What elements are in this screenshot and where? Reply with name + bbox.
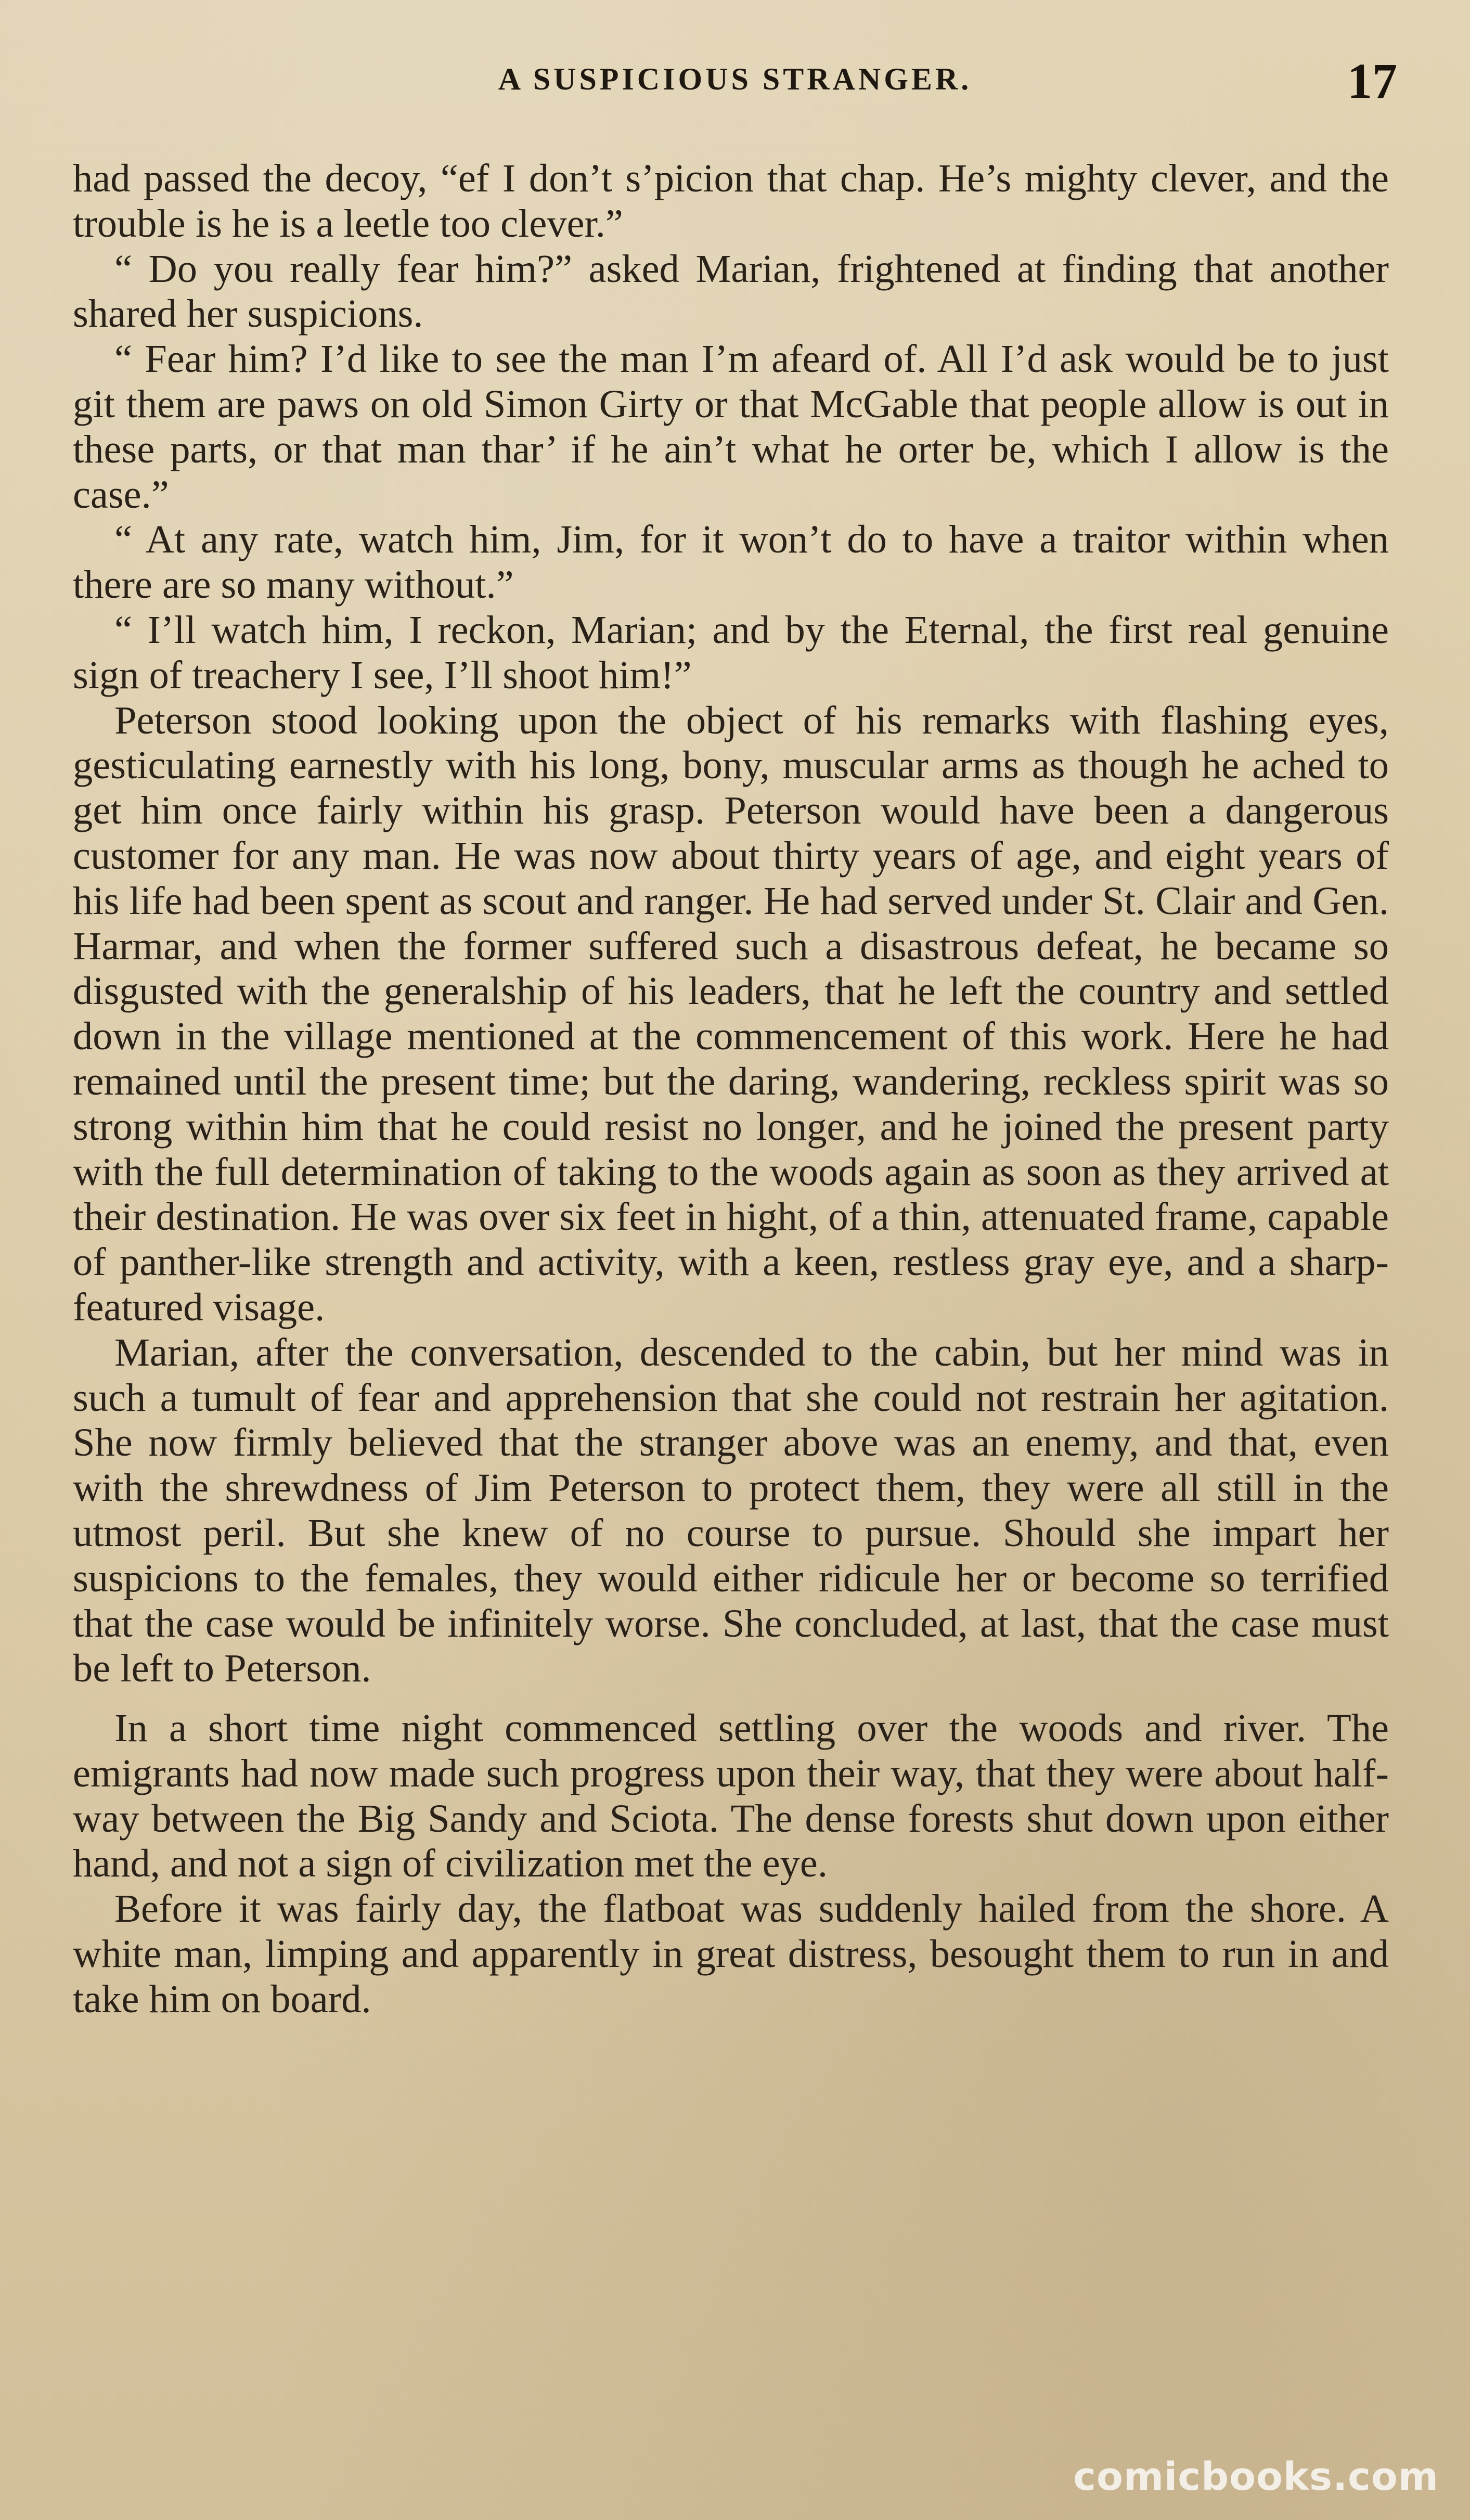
paragraph-3: “ Fear him? I’d like to see the man I’m afeard of. All I’d ask would be to just git them are paws on old Simon Girty or that McGable that people allow is out in these parts, or that man thar’ if he ain’t what he orter be, which I allow is the case.” [73, 337, 1389, 517]
paragraph-8: In a short time night commenced settling over the woods and river. The emigrants had now made such progress upon their way, that they were about half-way between the Big Sandy and Sciota. The dense forests shut down upon either hand, and not a sign of civilization met the eye. [73, 1706, 1389, 1886]
paragraph-2: “ Do you really fear him?” asked Marian, frightened at finding that another shared her suspicions. [73, 246, 1389, 336]
watermark: comicbooks.com [1073, 2454, 1439, 2499]
paragraph-6: Peterson stood looking upon the object of his remarks with flashing eyes, gesticulating earnestly with his long, bony, muscular arms as though he ached to get him once fairly within his grasp. Peterson would have been a dangerous customer for any man. He was now about thirty years of age, and eight years of his life had been spent as scout and ranger. He had served under St. Clair and Gen. Harmar, and when the former suffered such a disastrous defeat, he became so disgusted with the generalship of his leaders, that he left the country and settled down in the village mentioned at the commencement of this work. Here he had remained until the present time; but the daring, wandering, reckless spirit was so strong within him that he could resist no longer, and he joined the present party with the full determination of taking to the woods again as soon as they arrived at their destination. He was over six feet in hight, of a thin, attenuated frame, capable of panther-like strength and activity, with a keen, restless gray eye, and a sharp-featured visage. [73, 698, 1389, 1329]
paragraph-4: “ At any rate, watch him, Jim, for it won’t do to have a traitor within when there are so many without.” [73, 517, 1389, 607]
body-text [73, 156, 1389, 2022]
paragraph-1: had passed the decoy, “ef I don’t s’picion that chap. He’s mighty clever, and the trouble is he is a leetle too clever.” [73, 156, 1389, 246]
page-number: 17 [1347, 53, 1397, 109]
running-head [73, 52, 1397, 114]
paragraph-7: Marian, after the conversation, descended to the cabin, but her mind was in such a tumult of fear and apprehension that she could not restrain her agitation. She now firmly believed that the stranger above was an enemy, and that, even with the shrewdness of Jim Peterson to protect them, they were all still in the utmost peril. But she knew of no course to pursue. Should she impart her suspicions to the females, they would either ridicule her or become so terrified that the case would be infinitely worse. She concluded, at last, that the case must be left to Peterson. [73, 1330, 1389, 1691]
paragraph-5: “ I’ll watch him, I reckon, Marian; and by the Eternal, the first real genuine sign of treachery I see, I’ll shoot him!” [73, 607, 1389, 697]
running-title: A SUSPICIOUS STRANGER. [498, 62, 972, 96]
paragraph-9: Before it was fairly day, the flatboat was suddenly hailed from the shore. A white man, limping and apparently in great distress, besought them to run in and take him on board. [73, 1886, 1389, 2021]
